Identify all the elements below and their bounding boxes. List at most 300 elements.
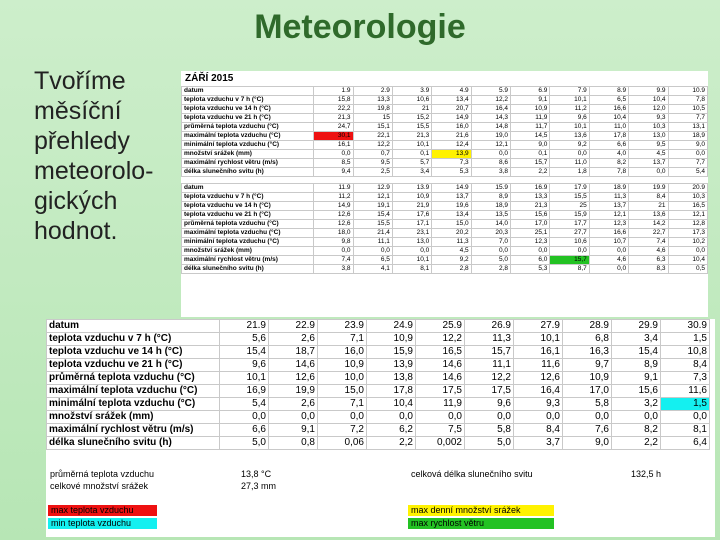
table-cell: 21.9 bbox=[220, 320, 269, 333]
table-cell: 13,3 bbox=[511, 193, 550, 202]
table-cell: 9,2 bbox=[432, 256, 471, 265]
legend-max-temp: max teplota vzduchu bbox=[48, 505, 157, 516]
table-cell: 0,0 bbox=[550, 150, 589, 159]
table-cell: 0,0 bbox=[269, 411, 318, 424]
side-line: gických bbox=[34, 187, 118, 215]
table-cell: 10,9 bbox=[563, 372, 612, 385]
table-cell: 10,4 bbox=[367, 398, 416, 411]
table-cell: 21,3 bbox=[392, 132, 431, 141]
table-cell: 0,0 bbox=[392, 247, 431, 256]
table-cell: 8.9 bbox=[589, 87, 628, 96]
table-cell: 9,6 bbox=[220, 359, 269, 372]
table-cell: 0,0 bbox=[589, 265, 628, 274]
table-cell: 25.9 bbox=[416, 320, 465, 333]
table-cell: 0,0 bbox=[471, 247, 510, 256]
table-cell: 6,3 bbox=[629, 256, 668, 265]
table-cell: 15 bbox=[353, 114, 392, 123]
table-cell: 15,0 bbox=[318, 385, 367, 398]
table-cell: 8,9 bbox=[471, 193, 510, 202]
spreadsheet-september-1-20 bbox=[181, 71, 708, 317]
table-cell: 6,5 bbox=[589, 96, 628, 105]
table-cell: 11,0 bbox=[550, 159, 589, 168]
table-cell: 8,5 bbox=[314, 159, 353, 168]
table-cell: 10,1 bbox=[514, 333, 563, 346]
table-cell: 15,9 bbox=[367, 346, 416, 359]
row-label: teplota vzduchu ve 21 h (°C) bbox=[182, 114, 314, 123]
row-label: maximální rychlost větru (m/s) bbox=[182, 256, 314, 265]
table-cell: 21 bbox=[392, 105, 431, 114]
table-cell: 8,3 bbox=[629, 265, 668, 274]
table-cell: 6,2 bbox=[367, 424, 416, 437]
table-cell: 16,1 bbox=[314, 141, 353, 150]
table-cell: 11,1 bbox=[465, 359, 514, 372]
table-cell: 9.9 bbox=[629, 87, 668, 96]
table-cell: 11,0 bbox=[589, 123, 628, 132]
row-label: průměrná teplota vzduchu (°C) bbox=[182, 220, 314, 229]
weather-table-days-11-20 bbox=[181, 183, 708, 274]
table-cell: 26.9 bbox=[465, 320, 514, 333]
table-cell: 12,2 bbox=[416, 333, 465, 346]
table-row bbox=[182, 114, 708, 123]
table-row bbox=[182, 141, 708, 150]
table-cell: 6,6 bbox=[220, 424, 269, 437]
table-cell: 10,4 bbox=[668, 256, 708, 265]
table-cell: 7,3 bbox=[661, 372, 710, 385]
table-cell: 3,8 bbox=[314, 265, 353, 274]
table-cell: 2,6 bbox=[269, 333, 318, 346]
table-cell: 10,1 bbox=[220, 372, 269, 385]
table-cell: 10,0 bbox=[318, 372, 367, 385]
table-cell: 9,6 bbox=[465, 398, 514, 411]
table-cell: 0,0 bbox=[668, 247, 708, 256]
row-label: maximální rychlost větru (m/s) bbox=[182, 159, 314, 168]
table-cell: 17,0 bbox=[563, 385, 612, 398]
table-cell: 0,0 bbox=[589, 247, 628, 256]
table-cell: 5,0 bbox=[471, 256, 510, 265]
table-cell: 9,7 bbox=[563, 359, 612, 372]
table-cell: 19,8 bbox=[353, 105, 392, 114]
table-cell: 9,8 bbox=[314, 238, 353, 247]
table-cell: 16,4 bbox=[471, 105, 510, 114]
table-cell: 15,5 bbox=[392, 123, 431, 132]
table-cell: 5,8 bbox=[563, 398, 612, 411]
table-cell: 16,9 bbox=[220, 385, 269, 398]
table-cell: 10,3 bbox=[629, 123, 668, 132]
table-cell: 30.9 bbox=[661, 320, 710, 333]
table-cell: 10,4 bbox=[629, 96, 668, 105]
table-row bbox=[47, 424, 710, 437]
table-cell: 14,8 bbox=[471, 123, 510, 132]
table-cell: 13,7 bbox=[629, 159, 668, 168]
table-cell: 24.9 bbox=[367, 320, 416, 333]
table-cell: 7,8 bbox=[668, 96, 708, 105]
table-cell: 12,3 bbox=[511, 238, 550, 247]
sheet-header: ZÁŘÍ 2015 bbox=[185, 73, 234, 84]
table-cell: 27,7 bbox=[550, 229, 589, 238]
table-cell: 7,0 bbox=[471, 238, 510, 247]
table-cell: 2.9 bbox=[353, 87, 392, 96]
table-cell: 14,3 bbox=[471, 114, 510, 123]
row-label: teplota vzduchu ve 21 h (°C) bbox=[47, 359, 220, 372]
table-cell: 12,0 bbox=[629, 105, 668, 114]
table-cell: 5.9 bbox=[471, 87, 510, 96]
table-cell: 9,5 bbox=[353, 159, 392, 168]
row-label: maximální teplota vzduchu (°C) bbox=[47, 385, 220, 398]
table-cell: 13,4 bbox=[432, 211, 471, 220]
table-cell: 0,0 bbox=[367, 411, 416, 424]
table-row bbox=[182, 202, 708, 211]
table-cell: 1,5 bbox=[661, 398, 710, 411]
table-cell: 15,4 bbox=[612, 346, 661, 359]
table-cell: 22.9 bbox=[269, 320, 318, 333]
row-label: maximální teplota vzduchu (°C) bbox=[182, 229, 314, 238]
table-cell: 16,3 bbox=[563, 346, 612, 359]
table-cell: 6,0 bbox=[511, 256, 550, 265]
table-cell: 12,8 bbox=[668, 220, 708, 229]
table-cell: 0,0 bbox=[563, 411, 612, 424]
table-cell: 4.9 bbox=[432, 87, 471, 96]
table-cell: 0,0 bbox=[629, 168, 668, 177]
row-label: maximální teplota vzduchu (°C) bbox=[182, 132, 314, 141]
table-row bbox=[47, 372, 710, 385]
table-cell: 15,6 bbox=[511, 211, 550, 220]
table-cell: 0,0 bbox=[668, 150, 708, 159]
table-cell: 17,1 bbox=[392, 220, 431, 229]
table-cell: 3,8 bbox=[471, 168, 510, 177]
table-cell: 5,0 bbox=[220, 437, 269, 450]
table-cell: 9,1 bbox=[511, 96, 550, 105]
table-cell: 10,2 bbox=[668, 238, 708, 247]
table-cell: 9,0 bbox=[511, 141, 550, 150]
table-cell: 16,0 bbox=[318, 346, 367, 359]
row-label: průměrná teplota vzduchu (°C) bbox=[182, 123, 314, 132]
table-cell: 0,0 bbox=[220, 411, 269, 424]
table-cell: 17,8 bbox=[367, 385, 416, 398]
row-label: teplota vzduchu v 7 h (°C) bbox=[47, 333, 220, 346]
table-cell: 18,9 bbox=[668, 132, 708, 141]
table-cell: 11,3 bbox=[432, 238, 471, 247]
table-cell: 15,8 bbox=[314, 96, 353, 105]
table-cell: 13,4 bbox=[432, 96, 471, 105]
table-cell: 10.9 bbox=[668, 87, 708, 96]
table-cell: 14,0 bbox=[471, 220, 510, 229]
table-cell: 10,6 bbox=[392, 96, 431, 105]
table-cell: 8,9 bbox=[612, 359, 661, 372]
table-cell: 13.9 bbox=[392, 184, 431, 193]
table-cell: 2,2 bbox=[612, 437, 661, 450]
table-cell: 8,4 bbox=[629, 193, 668, 202]
table-cell: 11,7 bbox=[511, 123, 550, 132]
table-cell: 9,4 bbox=[314, 168, 353, 177]
table-cell: 11,2 bbox=[314, 193, 353, 202]
table-row bbox=[47, 437, 710, 450]
table-cell: 12,6 bbox=[314, 220, 353, 229]
row-label: minimální teplota vzduchu (°C) bbox=[182, 141, 314, 150]
side-line: Tvoříme bbox=[34, 67, 126, 95]
table-cell: 13,6 bbox=[629, 211, 668, 220]
table-cell: 19,6 bbox=[432, 202, 471, 211]
table-cell: 21,9 bbox=[392, 202, 431, 211]
table-cell: 12,3 bbox=[589, 220, 628, 229]
row-label: minimální teplota vzduchu (°C) bbox=[47, 398, 220, 411]
table-row bbox=[182, 211, 708, 220]
table-cell: 9,3 bbox=[514, 398, 563, 411]
table-cell: 10,1 bbox=[392, 256, 431, 265]
table-cell: 15,7 bbox=[511, 159, 550, 168]
table-cell: 10,9 bbox=[318, 359, 367, 372]
total-rain-label: celkové množství srážek bbox=[50, 481, 149, 491]
table-cell: 11,9 bbox=[416, 398, 465, 411]
table-cell: 11,3 bbox=[589, 193, 628, 202]
table-cell: 7,6 bbox=[563, 424, 612, 437]
table-cell: 12,2 bbox=[471, 96, 510, 105]
table-cell: 20,2 bbox=[432, 229, 471, 238]
table-cell: 9,2 bbox=[550, 141, 589, 150]
table-cell: 21,6 bbox=[432, 132, 471, 141]
table-row bbox=[182, 105, 708, 114]
table-cell: 18,0 bbox=[314, 229, 353, 238]
legend-max-rain: max denní množství srážek bbox=[408, 505, 554, 516]
table-cell: 8,6 bbox=[471, 159, 510, 168]
table-cell: 8,2 bbox=[589, 159, 628, 168]
table-row bbox=[47, 411, 710, 424]
table-cell: 2,2 bbox=[511, 168, 550, 177]
table-cell: 10,1 bbox=[550, 123, 589, 132]
row-label: průměrná teplota vzduchu (°C) bbox=[47, 372, 220, 385]
table-cell: 9,1 bbox=[612, 372, 661, 385]
table-cell: 30,1 bbox=[314, 132, 353, 141]
table-cell: 13,7 bbox=[432, 193, 471, 202]
table-cell: 10,6 bbox=[550, 238, 589, 247]
table-row bbox=[182, 256, 708, 265]
table-cell: 2,8 bbox=[432, 265, 471, 274]
legend-min-temp: min teplota vzduchu bbox=[48, 518, 157, 529]
table-cell: 7,1 bbox=[318, 333, 367, 346]
table-cell: 5,0 bbox=[465, 437, 514, 450]
table-cell: 0,0 bbox=[550, 247, 589, 256]
slide-title: Meteorologie bbox=[254, 8, 466, 46]
table-cell: 12,4 bbox=[432, 141, 471, 150]
table-cell: 2,2 bbox=[367, 437, 416, 450]
row-label: teplota vzduchu ve 14 h (°C) bbox=[182, 202, 314, 211]
row-label: množství srážek (mm) bbox=[182, 150, 314, 159]
table-cell: 19,0 bbox=[471, 132, 510, 141]
table-cell: 16.9 bbox=[511, 184, 550, 193]
table-cell: 11,3 bbox=[465, 333, 514, 346]
table-cell: 7,5 bbox=[416, 424, 465, 437]
table-cell: 1,5 bbox=[661, 333, 710, 346]
table-cell: 7,7 bbox=[668, 114, 708, 123]
table-cell: 21,3 bbox=[314, 114, 353, 123]
table-cell: 8,4 bbox=[661, 359, 710, 372]
table-cell: 13,9 bbox=[432, 150, 471, 159]
table-cell: 17,5 bbox=[416, 385, 465, 398]
table-cell: 14,9 bbox=[432, 114, 471, 123]
table-cell: 10,9 bbox=[511, 105, 550, 114]
table-cell: 14,5 bbox=[511, 132, 550, 141]
table-cell: 5,3 bbox=[432, 168, 471, 177]
table-cell: 21,4 bbox=[353, 229, 392, 238]
side-line: měsíční bbox=[34, 97, 122, 125]
table-cell: 16,5 bbox=[668, 202, 708, 211]
table-row bbox=[182, 132, 708, 141]
table-cell: 11,1 bbox=[353, 238, 392, 247]
table-cell: 23,1 bbox=[392, 229, 431, 238]
table-cell: 10,7 bbox=[589, 238, 628, 247]
table-cell: 0,1 bbox=[392, 150, 431, 159]
table-row bbox=[182, 229, 708, 238]
table-cell: 7,8 bbox=[589, 168, 628, 177]
table-cell: 13,9 bbox=[367, 359, 416, 372]
table-cell: 13,5 bbox=[471, 211, 510, 220]
table-cell: 13,0 bbox=[392, 238, 431, 247]
table-cell: 12.9 bbox=[353, 184, 392, 193]
row-label: teplota vzduchu v 7 h (°C) bbox=[182, 96, 314, 105]
table-row bbox=[182, 150, 708, 159]
table-cell: 5,3 bbox=[511, 265, 550, 274]
table-cell: 0,0 bbox=[511, 247, 550, 256]
table-cell: 0,0 bbox=[465, 411, 514, 424]
table-cell: 8,7 bbox=[550, 265, 589, 274]
table-cell: 15,5 bbox=[550, 193, 589, 202]
table-cell: 11,2 bbox=[550, 105, 589, 114]
row-label: délka slunečního svitu (h) bbox=[182, 265, 314, 274]
table-cell: 10,5 bbox=[668, 105, 708, 114]
table-cell: 6,4 bbox=[661, 437, 710, 450]
table-cell: 11,6 bbox=[661, 385, 710, 398]
table-cell: 0,7 bbox=[353, 150, 392, 159]
row-label: teplota vzduchu ve 21 h (°C) bbox=[182, 211, 314, 220]
table-cell: 9,0 bbox=[563, 437, 612, 450]
table-cell: 7,1 bbox=[318, 398, 367, 411]
row-label: teplota vzduchu v 7 h (°C) bbox=[182, 193, 314, 202]
table-cell: 20.9 bbox=[668, 184, 708, 193]
table-cell: 9,6 bbox=[550, 114, 589, 123]
table-cell: 14,6 bbox=[416, 359, 465, 372]
table-cell: 29.9 bbox=[612, 320, 661, 333]
table-cell: 22,2 bbox=[314, 105, 353, 114]
table-cell: 13,7 bbox=[589, 202, 628, 211]
table-cell: 12,1 bbox=[471, 141, 510, 150]
table-cell: 5,4 bbox=[220, 398, 269, 411]
table-cell: 12,2 bbox=[465, 372, 514, 385]
table-cell: 17,6 bbox=[392, 211, 431, 220]
table-cell: 7,3 bbox=[432, 159, 471, 168]
table-cell: 12,6 bbox=[269, 372, 318, 385]
row-label: datum bbox=[47, 320, 220, 333]
spreadsheet-september-21-30 bbox=[46, 319, 715, 537]
table-cell: 17.9 bbox=[550, 184, 589, 193]
table-cell: 20,3 bbox=[471, 229, 510, 238]
table-cell: 15,4 bbox=[220, 346, 269, 359]
table-cell: 7.9 bbox=[550, 87, 589, 96]
table-cell: 2,8 bbox=[471, 265, 510, 274]
table-cell: 17,7 bbox=[550, 220, 589, 229]
row-label: teplota vzduchu ve 14 h (°C) bbox=[182, 105, 314, 114]
table-row bbox=[182, 220, 708, 229]
table-cell: 12,2 bbox=[353, 141, 392, 150]
table-row bbox=[182, 238, 708, 247]
table-cell: 13,3 bbox=[353, 96, 392, 105]
table-cell: 15,0 bbox=[432, 220, 471, 229]
table-cell: 10,3 bbox=[668, 193, 708, 202]
table-cell: 6,8 bbox=[563, 333, 612, 346]
table-cell: 6,5 bbox=[353, 256, 392, 265]
table-cell: 13,8 bbox=[367, 372, 416, 385]
table-cell: 10,9 bbox=[367, 333, 416, 346]
table-row bbox=[182, 123, 708, 132]
row-label: teplota vzduchu ve 14 h (°C) bbox=[47, 346, 220, 359]
table-row bbox=[182, 265, 708, 274]
table-cell: 10,4 bbox=[589, 114, 628, 123]
table-cell: 15,7 bbox=[465, 346, 514, 359]
avg-temp-value: 13,8 °C bbox=[241, 469, 272, 479]
table-cell: 7,4 bbox=[629, 238, 668, 247]
table-cell: 22,7 bbox=[629, 229, 668, 238]
table-cell: 8,2 bbox=[612, 424, 661, 437]
table-cell: 12,1 bbox=[353, 193, 392, 202]
table-cell: 4,5 bbox=[432, 247, 471, 256]
table-cell: 0,0 bbox=[514, 411, 563, 424]
table-cell: 0,5 bbox=[668, 265, 708, 274]
table-cell: 16,4 bbox=[514, 385, 563, 398]
table-cell: 8,4 bbox=[514, 424, 563, 437]
table-row bbox=[47, 333, 710, 346]
table-cell: 0,0 bbox=[318, 411, 367, 424]
side-text bbox=[34, 66, 184, 246]
table-cell: 10,8 bbox=[661, 346, 710, 359]
table-cell: 15,2 bbox=[392, 114, 431, 123]
table-cell: 20,7 bbox=[432, 105, 471, 114]
row-label: datum bbox=[182, 87, 314, 96]
table-cell: 0,0 bbox=[353, 247, 392, 256]
legend-max-wind: max rychlost větru bbox=[408, 518, 554, 529]
table-cell: 1,8 bbox=[550, 168, 589, 177]
table-cell: 11.9 bbox=[314, 184, 353, 193]
table-cell: 21,3 bbox=[511, 202, 550, 211]
weather-table-days-1-10 bbox=[181, 86, 708, 177]
table-cell: 7,4 bbox=[314, 256, 353, 265]
table-cell: 15,1 bbox=[353, 123, 392, 132]
table-cell: 13,6 bbox=[550, 132, 589, 141]
table-cell: 18,9 bbox=[471, 202, 510, 211]
avg-temp-label: průměrná teplota vzduchu bbox=[50, 469, 155, 479]
table-cell: 3.9 bbox=[392, 87, 431, 96]
table-cell: 5,4 bbox=[668, 168, 708, 177]
table-cell: 12,1 bbox=[589, 211, 628, 220]
weather-table-days-21-30 bbox=[46, 319, 710, 450]
table-cell: 5,8 bbox=[465, 424, 514, 437]
row-label: množství srážek (mm) bbox=[182, 247, 314, 256]
table-cell: 28.9 bbox=[563, 320, 612, 333]
row-label: délka slunečního svitu (h) bbox=[182, 168, 314, 177]
table-row bbox=[47, 320, 710, 333]
table-cell: 16,0 bbox=[432, 123, 471, 132]
table-cell: 3,2 bbox=[612, 398, 661, 411]
table-cell: 19,1 bbox=[353, 202, 392, 211]
table-cell: 17,8 bbox=[589, 132, 628, 141]
table-row bbox=[182, 193, 708, 202]
table-cell: 1.9 bbox=[314, 87, 353, 96]
table-cell: 17,0 bbox=[511, 220, 550, 229]
table-cell: 13,0 bbox=[629, 132, 668, 141]
table-cell: 10,1 bbox=[550, 96, 589, 105]
table-cell: 9,0 bbox=[668, 141, 708, 150]
table-cell: 15,6 bbox=[612, 385, 661, 398]
table-cell: 18,7 bbox=[269, 346, 318, 359]
table-row bbox=[47, 346, 710, 359]
table-cell: 4,6 bbox=[629, 247, 668, 256]
